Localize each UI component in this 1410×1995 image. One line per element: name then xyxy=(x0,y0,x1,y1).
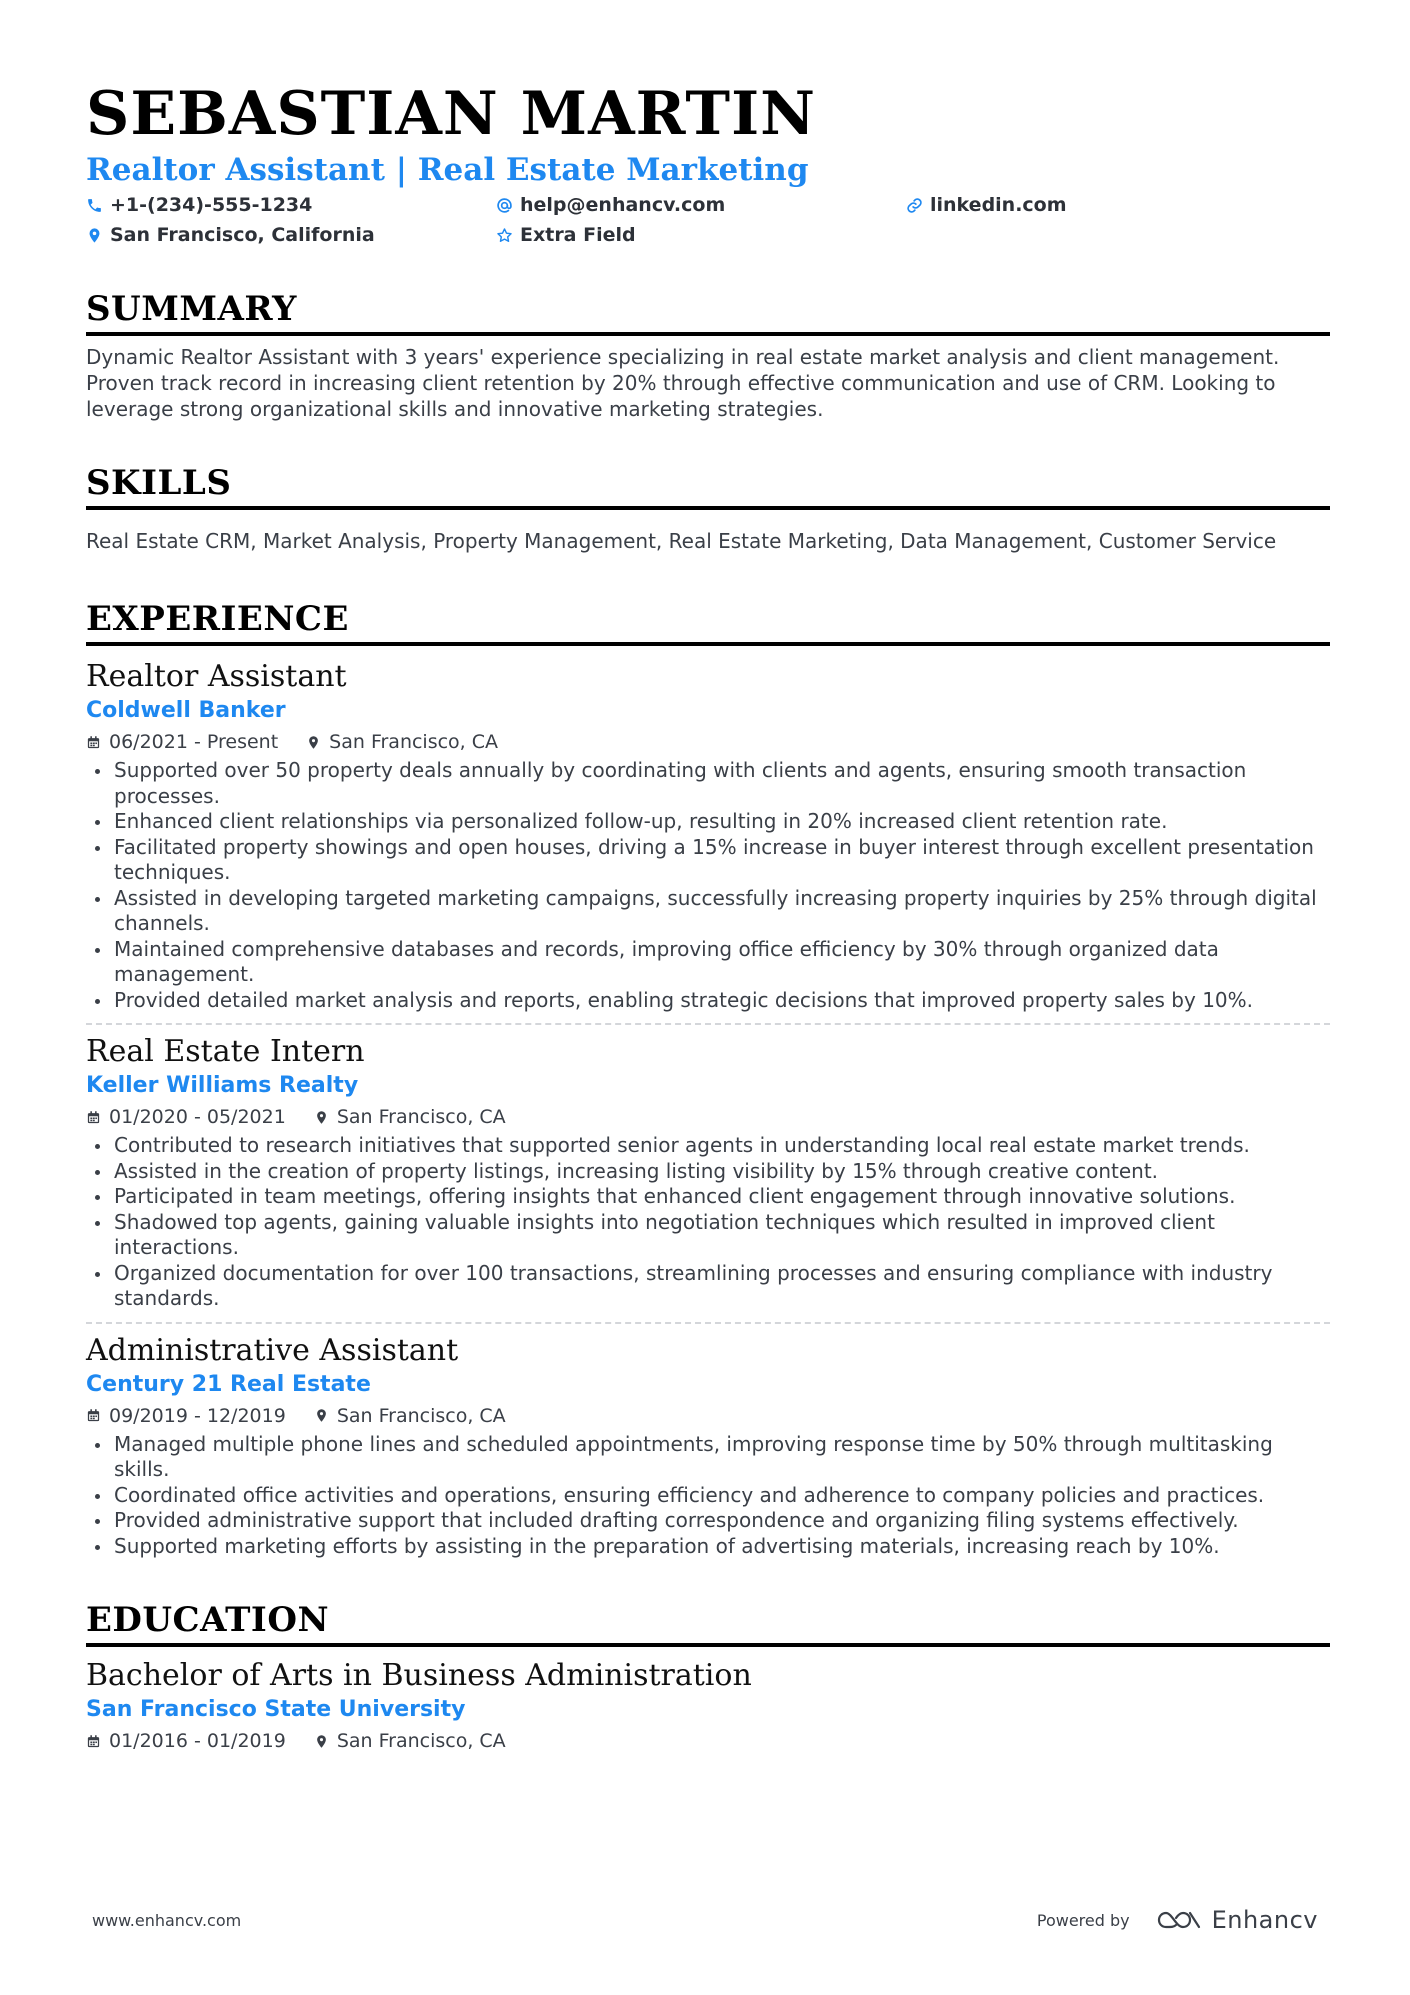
education-location: San Francisco, CA xyxy=(336,1730,506,1752)
job-meta xyxy=(86,1103,1330,1131)
education-dates: 01/2016 - 01/2019 xyxy=(109,1730,286,1752)
summary-heading: SUMMARY xyxy=(86,289,297,329)
job-divider xyxy=(86,1023,1330,1025)
experience-section xyxy=(86,598,1330,1559)
list-item: Assisted in developing targeted marketing campaigns, successfully increasing property inquiries by 25% through digital channels. xyxy=(86,886,1330,937)
contact-info xyxy=(86,192,1330,248)
list-item: Coordinated office activities and operations, ensuring efficiency and adherence to company policies and practices. xyxy=(86,1483,1330,1509)
list-item: Maintained comprehensive databases and records, improving office efficiency by 30% through organized data management. xyxy=(86,937,1330,988)
job-title: Real Estate Intern xyxy=(86,1034,365,1069)
education-meta xyxy=(86,1727,1330,1755)
powered-by-label: Powered by xyxy=(1036,1910,1130,1930)
list-item: Enhanced client relationships via personalized follow-up, resulting in 20% increased client retention rate. xyxy=(86,809,1330,835)
company-name: Coldwell Banker xyxy=(86,698,286,723)
list-item: Provided detailed market analysis and reports, enabling strategic decisions that improved property sales by 10%. xyxy=(86,988,1330,1014)
candidate-name: SEBASTIAN MARTIN xyxy=(86,79,816,149)
experience-heading: EXPERIENCE xyxy=(86,599,349,639)
star-icon xyxy=(496,227,513,244)
location-text: San Francisco, California xyxy=(110,224,375,246)
list-item: Participated in team meetings, offering insights that enhanced client engagement through innovative solutions. xyxy=(86,1184,1330,1210)
list-item: Assisted in the creation of property listings, increasing listing visibility by 15% through creative content. xyxy=(86,1159,1330,1185)
list-item: Supported over 50 property deals annually by coordinating with clients and agents, ensuring smooth transaction processes. xyxy=(86,758,1330,809)
job-meta xyxy=(86,1402,1330,1430)
section-divider xyxy=(86,642,1330,646)
list-item: Shadowed top agents, gaining valuable insights into negotiation techniques which resulted in improved client interactions. xyxy=(86,1210,1330,1261)
section-divider xyxy=(86,506,1330,510)
job-entry xyxy=(86,1332,1330,1560)
job-location: San Francisco, CA xyxy=(336,1106,506,1128)
list-item: Organized documentation for over 100 transactions, streamlining processes and ensuring compliance with industry standards. xyxy=(86,1261,1330,1312)
link-icon xyxy=(906,197,923,214)
summary-text: Dynamic Realtor Assistant with 3 years' experience specializing in real estate market analysis and client management. Proven track record in increasing client retention by 20% through effective communication and use of CRM. Looking to leverage strong organizational skills and innovative marketing strategies. xyxy=(86,345,1280,421)
list-item: Contributed to research initiatives that supported senior agents in understanding local real estate market trends. xyxy=(86,1133,1330,1159)
calendar-icon xyxy=(86,1110,101,1125)
section-divider xyxy=(86,332,1330,336)
job-title: Administrative Assistant xyxy=(86,1332,459,1368)
job-entry xyxy=(86,1033,1330,1312)
company-name: Keller Williams Realty xyxy=(86,1073,359,1098)
section-divider xyxy=(86,1643,1330,1647)
school-name: San Francisco State University xyxy=(86,1697,466,1722)
list-item: Facilitated property showings and open houses, driving a 15% increase in buyer interest through excellent presentation techniques. xyxy=(86,835,1330,886)
calendar-icon xyxy=(86,735,101,750)
degree-title: Bachelor of Arts in Business Administration xyxy=(86,1658,752,1693)
contact-phone[interactable] xyxy=(86,192,496,218)
phone-icon xyxy=(86,197,103,214)
brand-name: Enhancv xyxy=(1211,1906,1318,1934)
calendar-icon xyxy=(86,1408,101,1423)
job-dates: 06/2021 - Present xyxy=(109,731,279,753)
job-divider xyxy=(86,1322,1330,1324)
skills-section xyxy=(86,462,1330,554)
company-name: Century 21 Real Estate xyxy=(86,1371,371,1397)
education-section xyxy=(86,1599,1330,1755)
powered-by xyxy=(1037,1906,1318,1934)
footer-website-link[interactable]: www.enhancv.com xyxy=(92,1910,242,1930)
contact-location xyxy=(86,222,496,248)
contact-email[interactable] xyxy=(496,192,906,218)
list-item: Managed multiple phone lines and scheduled appointments, improving response time by 50% through multitasking skills. xyxy=(86,1432,1330,1483)
linkedin-text: linkedin.com xyxy=(930,194,1067,216)
map-pin-icon xyxy=(314,1110,329,1125)
phone-text: +1-(234)-555-1234 xyxy=(110,194,313,216)
job-dates: 09/2019 - 12/2019 xyxy=(109,1404,286,1427)
skills-heading: SKILLS xyxy=(86,463,232,503)
calendar-icon xyxy=(86,1734,101,1749)
contact-linkedin[interactable] xyxy=(906,192,1306,218)
at-icon xyxy=(496,197,513,214)
summary-section xyxy=(86,288,1330,422)
list-item: Supported marketing efforts by assisting in the preparation of advertising materials, increasing reach by 10%. xyxy=(86,1534,1330,1560)
job-dates: 01/2020 - 05/2021 xyxy=(109,1106,286,1128)
job-title: Realtor Assistant xyxy=(86,659,347,694)
job-bullets xyxy=(86,1432,1330,1560)
job-location: San Francisco, CA xyxy=(329,731,499,753)
job-bullets xyxy=(86,1133,1330,1312)
email-text: help@enhancv.com xyxy=(520,194,726,216)
map-pin-icon xyxy=(314,1734,329,1749)
job-bullets xyxy=(86,758,1330,1013)
skills-text: Real Estate CRM, Market Analysis, Property Management, Real Estate Marketing, Data Management, Customer Service xyxy=(86,529,1277,553)
extra-field-text: Extra Field xyxy=(520,224,636,246)
job-location: San Francisco, CA xyxy=(336,1404,506,1427)
candidate-headline: Realtor Assistant | Real Estate Marketing xyxy=(86,152,809,188)
map-pin-icon xyxy=(314,1408,329,1423)
job-entry xyxy=(86,658,1330,1013)
brand-logo[interactable] xyxy=(1156,1906,1318,1934)
contact-extra xyxy=(496,222,906,248)
enhancv-logo-icon xyxy=(1156,1908,1202,1932)
education-entry xyxy=(86,1657,1330,1755)
list-item: Provided administrative support that included drafting correspondence and organizing filing systems effectively. xyxy=(86,1508,1330,1534)
map-pin-icon xyxy=(86,227,103,244)
map-pin-icon xyxy=(306,735,321,750)
job-meta xyxy=(86,728,1330,756)
page-footer xyxy=(92,1906,1318,1934)
education-heading: EDUCATION xyxy=(86,1600,330,1640)
